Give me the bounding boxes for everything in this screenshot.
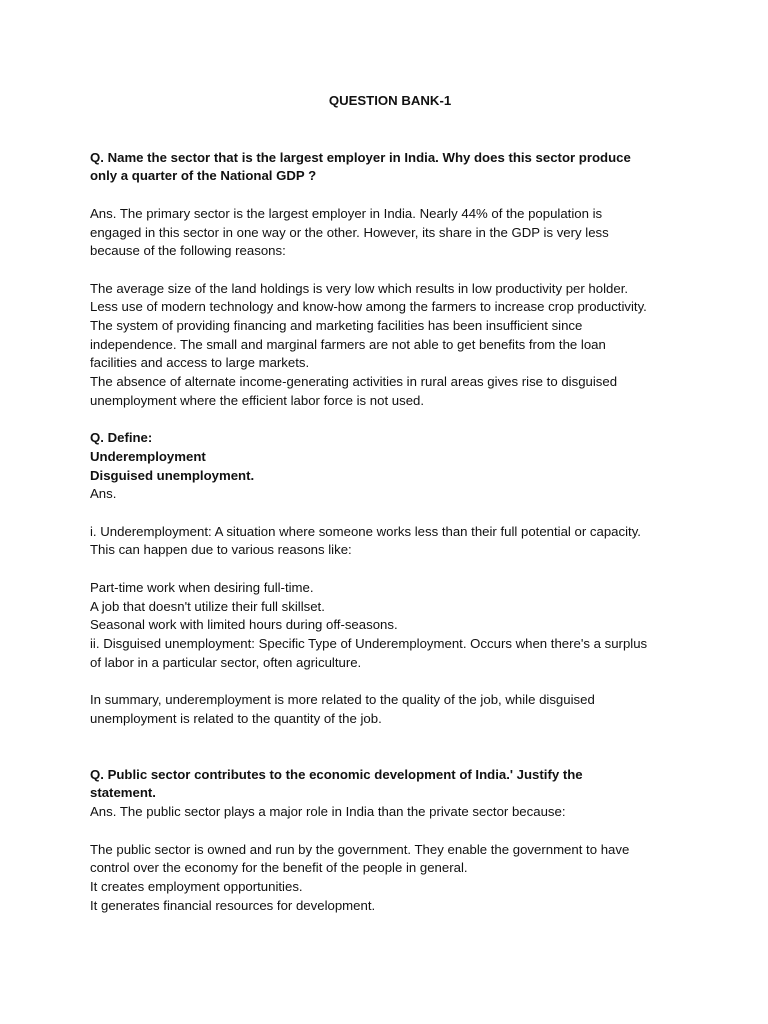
answer-2-summary xyxy=(90,691,690,728)
document-page xyxy=(90,92,690,934)
answer-3-intro xyxy=(90,803,690,822)
answer-2-line: This can happen due to various reasons like: xyxy=(90,542,352,558)
spacer xyxy=(90,747,690,766)
answer-2-line: of labor in a particular sector, often agriculture. xyxy=(90,654,362,670)
answer-2-line: A job that doesn't utilize their full skillset. xyxy=(90,598,325,614)
question-2-line: Disguised unemployment. xyxy=(90,467,255,483)
answer-1-line: because of the following reasons: xyxy=(90,243,286,259)
question-3 xyxy=(90,766,690,803)
reason-line: The average size of the land holdings is very low which results in low productivity per holder. xyxy=(90,280,629,296)
answer-2-part-1 xyxy=(90,523,690,560)
answer-1-line: Ans. The primary sector is the largest employer in India. Nearly 44% of the population is xyxy=(90,205,603,221)
reason-line: unemployment where the efficient labor force is not used. xyxy=(90,392,425,408)
question-2-line: Underemployment xyxy=(90,448,206,464)
question-3-line: statement. xyxy=(90,785,156,801)
question-2-line: Q. Define: xyxy=(90,430,153,446)
answer-2-part-2 xyxy=(90,579,690,673)
answer-2-line: i. Underemployment: A situation where someone works less than their full potential or capacity. xyxy=(90,523,641,539)
answer-2-label: Ans. xyxy=(90,486,117,502)
reason-line: Less use of modern technology and know-how among the farmers to increase crop productivity. xyxy=(90,299,647,315)
page-title: QUESTION BANK-1 xyxy=(328,93,452,108)
reason-line: independence. The small and marginal farmers are not able to get benefits from the loan xyxy=(90,336,606,352)
question-1 xyxy=(90,149,690,186)
answer-3-line: Ans. The public sector plays a major role in India than the private sector because: xyxy=(90,804,566,820)
summary-line: unemployment is related to the quantity of the job. xyxy=(90,710,382,726)
point-line: control over the economy for the benefit of the people in general. xyxy=(90,860,468,876)
answer-2-line: Seasonal work with limited hours during off-seasons. xyxy=(90,617,398,633)
question-1-line: Q. Name the sector that is the largest employer in India. Why does this sector produce xyxy=(90,149,631,165)
answer-1-line: engaged in this sector in one way or the other. However, its share in the GDP is very less xyxy=(90,224,609,240)
reason-line: facilities and access to large markets. xyxy=(90,355,310,371)
question-3-line: Q. Public sector contributes to the economic development of India.' Justify the xyxy=(90,766,583,782)
answer-1-reasons xyxy=(90,280,690,411)
point-line: It generates financial resources for development. xyxy=(90,897,376,913)
answer-2-line: ii. Disguised unemployment: Specific Type of Underemployment. Occurs when there's a surplus xyxy=(90,635,648,651)
point-line: It creates employment opportunities. xyxy=(90,878,303,894)
question-2 xyxy=(90,429,690,504)
answer-2-line: Part-time work when desiring full-time. xyxy=(90,579,314,595)
question-1-line: only a quarter of the National GDP ? xyxy=(90,168,317,184)
summary-line: In summary, underemployment is more related to the quality of the job, while disguised xyxy=(90,692,595,707)
answer-1-intro xyxy=(90,205,690,261)
reason-line: The absence of alternate income-generating activities in rural areas gives rise to disguised xyxy=(90,374,618,390)
point-line: The public sector is owned and run by the government. They enable the government to have xyxy=(90,841,630,857)
answer-3-points xyxy=(90,841,690,916)
reason-line: The system of providing financing and marketing facilities has been insufficient since xyxy=(90,318,583,333)
